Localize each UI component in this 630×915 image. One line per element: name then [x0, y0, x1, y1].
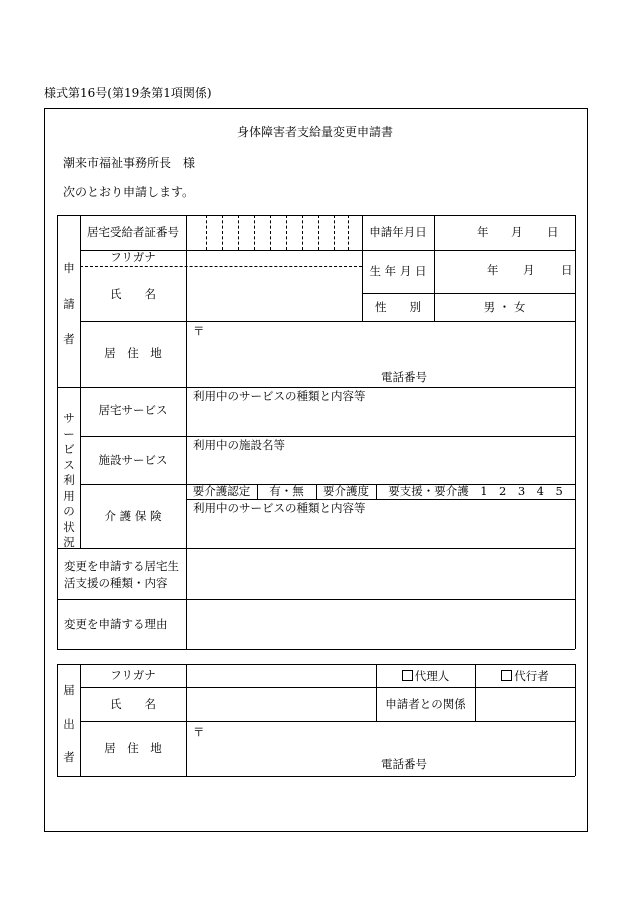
agent-option[interactable]: 代理人 [376, 670, 475, 683]
facility-service-field[interactable]: 利用中の施設名等 [193, 438, 285, 452]
name-label: 氏 名 [110, 287, 156, 301]
notifier-furigana-field[interactable] [187, 665, 375, 686]
postal-mark: 〒 [193, 324, 205, 338]
application-date-field[interactable]: 年 月 日 [477, 225, 559, 239]
furigana-label: フリガナ [110, 250, 156, 264]
notifier-address-field[interactable] [187, 722, 574, 775]
service-section-label: サ ー ビ ス 利 用 の 状 況 [63, 411, 75, 550]
notifier-name-label: 氏 名 [110, 697, 156, 711]
form-title: 身体障害者支給量変更申請書 [236, 125, 393, 139]
care-cert-label: 要介護認定 [192, 484, 251, 498]
cert-number-field[interactable] [187, 216, 361, 249]
relation-label: 申請者との関係 [385, 697, 466, 711]
form-number: 様式第16号(第19条第1項関係) [44, 86, 212, 100]
home-service-field[interactable]: 利用中のサービスの種類と内容等 [193, 389, 366, 403]
change-reason-field[interactable] [187, 600, 574, 648]
care-level-label: 要介護度 [323, 484, 369, 498]
notifier-phone-label: 電話番号 [381, 757, 427, 771]
notifier-furigana-label: フリガナ [110, 668, 156, 682]
furigana-field[interactable] [187, 251, 361, 265]
change-type-field[interactable] [187, 549, 574, 598]
intro-text: 次のとおり申請します。 [63, 185, 195, 199]
care-level-value[interactable]: 要支援・要介護 1 2 3 4 5 [388, 484, 563, 498]
birthdate-field[interactable]: 年 月 日 [487, 263, 573, 277]
applicant-section-label: 申 請 者 [63, 261, 75, 347]
sex-options[interactable]: 男 ・ 女 [483, 300, 526, 314]
care-service-field[interactable]: 利用中のサービスの種類と内容等 [193, 501, 366, 515]
change-reason-label: 変更を申請する理由 [64, 617, 168, 631]
address-field[interactable] [187, 322, 574, 386]
care-insurance-label: 介 護 保 険 [104, 509, 162, 523]
relation-field[interactable] [476, 688, 574, 720]
sex-label: 性 別 [375, 300, 421, 314]
facility-service-label: 施設サービス [98, 453, 168, 467]
care-cert-value[interactable]: 有・無 [269, 484, 304, 498]
address-label: 居 住 地 [104, 346, 162, 360]
addressee: 潮来市福祉事務所長 様 [63, 156, 196, 170]
name-field[interactable] [187, 267, 361, 320]
cert-number-label: 居宅受給者証番号 [87, 225, 179, 239]
proxy-option[interactable]: 代行者 [475, 670, 575, 683]
change-type-label: 変更を申請する居宅生 活支援の種類・内容 [64, 559, 179, 590]
proxy-checkbox[interactable] [501, 670, 512, 681]
notifier-section-label: 届 出 者 [63, 683, 75, 765]
notifier-name-field[interactable] [187, 688, 375, 720]
application-date-label: 申請年月日 [369, 225, 427, 239]
phone-label: 電話番号 [381, 370, 427, 384]
notifier-postal-mark: 〒 [193, 725, 205, 739]
birthdate-label: 生 年 月 日 [369, 264, 427, 278]
home-service-label: 居宅サービス [98, 403, 168, 417]
notifier-address-label: 居 住 地 [104, 741, 162, 755]
agent-checkbox[interactable] [402, 670, 413, 681]
